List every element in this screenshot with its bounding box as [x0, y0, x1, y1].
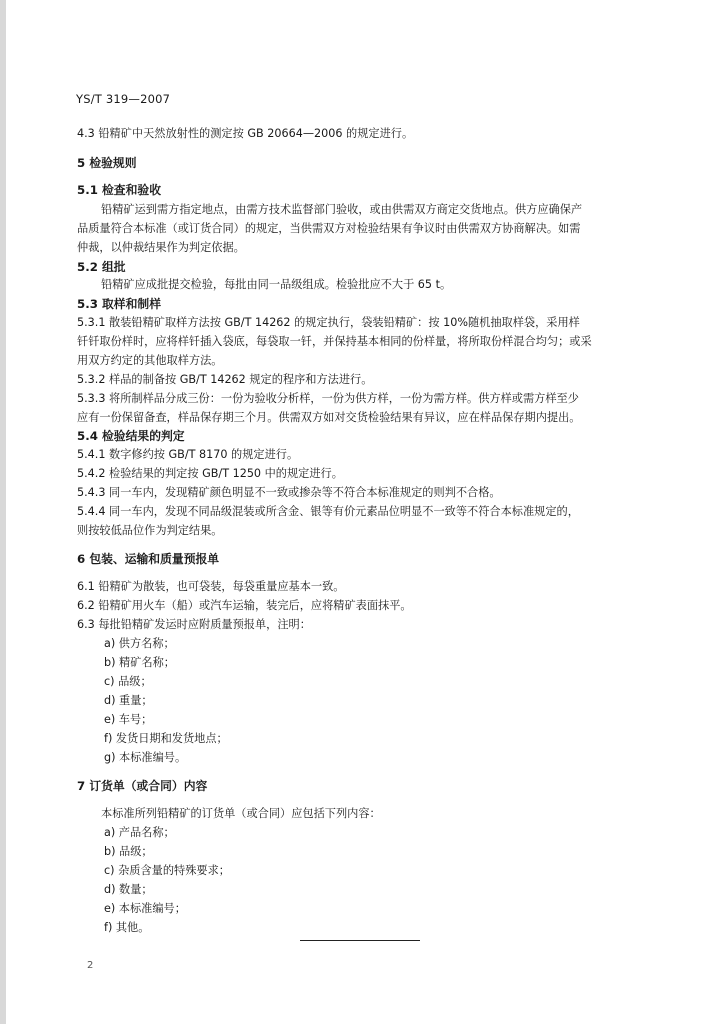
list-item: a) 产品名称；	[104, 826, 175, 839]
document-header: YS/T 319—2007	[76, 92, 171, 106]
list-item: e) 车号；	[104, 713, 153, 726]
paragraph-line: 铅精矿应成批提交检验，每批由同一品级组成。检验批应不大于 65 t。	[101, 278, 452, 291]
clause-5-4-2: 5.4.2 检验结果的判定按 GB/T 1250 中的规定进行。	[77, 467, 343, 480]
section-6-title: 6 包装、运输和质量预报单	[77, 552, 220, 566]
end-rule	[300, 940, 420, 941]
clause-5-3-3: 5.3.3 将所制样品分成三份：一份为验收分析样，一份为供方样，一份为需方样。供方样或需方样至少	[77, 392, 579, 405]
clause-5-2-title: 5.2 组批	[77, 260, 126, 274]
page-number: 2	[87, 960, 94, 971]
list-item: g) 本标准编号。	[104, 751, 187, 764]
clause-5-3-2: 5.3.2 样品的制备按 GB/T 14262 规定的程序和方法进行。	[77, 373, 373, 386]
list-item: b) 精矿名称；	[104, 656, 175, 669]
clause-5-3-title: 5.3 取样和制样	[77, 297, 161, 311]
paragraph-line: 品质量符合本标准（或订货合同）的规定，当供需双方对检验结果有争议时由供需双方协商解决。如需	[77, 222, 581, 235]
section-7-title: 7 订货单（或合同）内容	[77, 779, 208, 793]
clause-6-3: 6.3 每批铅精矿发运时应附质量预报单，注明：	[77, 618, 311, 631]
paragraph-line: 仲裁，以仲裁结果作为判定依据。	[77, 241, 245, 254]
list-item: c) 杂质含量的特殊要求；	[104, 864, 230, 877]
scan-edge	[0, 0, 6, 1024]
list-item: d) 重量；	[104, 694, 153, 707]
list-item: b) 品级；	[104, 845, 153, 858]
clause-5-3-1: 5.3.1 散装铅精矿取样方法按 GB/T 14262 的规定执行，袋装铅精矿：按 10%随机抽取样袋，采用样	[77, 316, 580, 329]
list-item: a) 供方名称；	[104, 637, 175, 650]
clause-5-1-title: 5.1 检查和验收	[77, 183, 161, 197]
paragraph-line: 铅精矿运到需方指定地点，由需方技术监督部门验收，或由供需双方商定交货地点。供方应确保产	[101, 203, 583, 216]
clause-5-4-title: 5.4 检验结果的判定	[77, 429, 185, 443]
paragraph-line: 本标准所列铅精矿的订货单（或合同）应包括下列内容：	[101, 807, 381, 820]
clause-5-4-4: 5.4.4 同一车内，发现不同品级混装或所含金、银等有价元素品位明显不一致等不符合本标准规定的，	[77, 505, 579, 518]
list-item: e) 本标准编号；	[104, 902, 186, 915]
paragraph-line: 应有一份保留备查，样品保存期三个月。供需双方如对交货检验结果有异议，应在样品保存期内提出。	[77, 411, 581, 424]
paragraph-line: 则按较低品位作为判定结果。	[77, 524, 223, 537]
clause-5-4-3: 5.4.3 同一车内，发现精矿颜色明显不一致或掺杂等不符合本标准规定的则判不合格。	[77, 486, 501, 499]
list-item: f) 其他。	[104, 921, 150, 934]
list-item: d) 数量；	[104, 883, 153, 896]
paragraph-line: 钎钎取份样时，应将样钎插入袋底，每袋取一钎，并保持基本相同的份样量，将所取份样混合均匀；或采	[77, 335, 592, 348]
paragraph-line: 用双方约定的其他取样方法。	[77, 354, 223, 367]
clause-5-4-1: 5.4.1 数字修约按 GB/T 8170 的规定进行。	[77, 448, 299, 461]
list-item: c) 品级；	[104, 675, 152, 688]
section-5-title: 5 检验规则	[77, 156, 137, 170]
clause-4-3: 4.3 铅精矿中天然放射性的测定按 GB 20664—2006 的规定进行。	[77, 127, 414, 140]
clause-6-2: 6.2 铅精矿用火车（船）或汽车运输，装完后，应将精矿表面抹平。	[77, 599, 412, 612]
clause-6-1: 6.1 铅精矿为散装，也可袋装，每袋重量应基本一致。	[77, 580, 345, 593]
list-item: f) 发货日期和发货地点；	[104, 732, 228, 745]
